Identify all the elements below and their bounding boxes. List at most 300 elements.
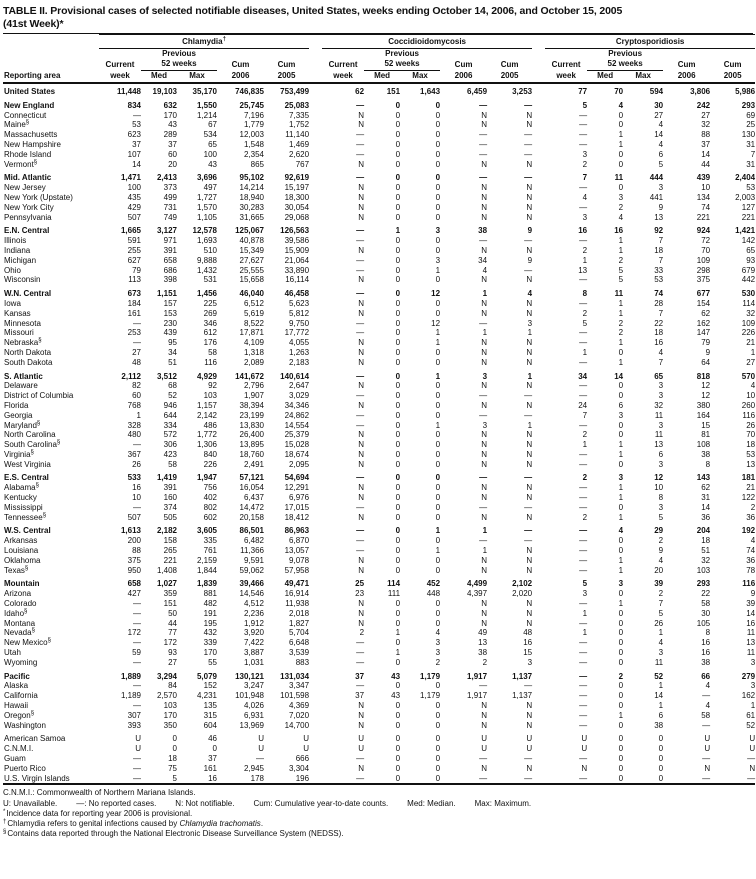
- value-cell: 5: [172, 773, 177, 783]
- value-cell: 17,871: [239, 328, 264, 338]
- value-cell: 279: [741, 671, 756, 681]
- value-cell: 16,914: [284, 589, 310, 599]
- reporting-area-cell: Kentucky: [4, 493, 37, 503]
- value-cell: 1: [527, 328, 533, 338]
- reporting-area-cell: New Jersey: [4, 183, 46, 193]
- value-cell: 0: [435, 701, 441, 711]
- value-cell: 14,472: [239, 502, 264, 512]
- value-cell: —: [579, 110, 588, 120]
- group-gap-cell: [532, 638, 545, 648]
- value-cell: 1: [618, 130, 624, 140]
- value-cell: 24,862: [284, 410, 310, 420]
- table-row: [3, 309, 755, 319]
- value-cell: 53: [746, 183, 756, 193]
- value-cell: 10: [701, 183, 711, 193]
- value-cell: 10: [132, 493, 141, 503]
- value-cell: —: [356, 371, 365, 381]
- group-gap-cell: [309, 658, 322, 668]
- group-gap-cell: [532, 691, 545, 701]
- value-cell: 82: [132, 381, 141, 391]
- value-cell: 686: [163, 265, 177, 275]
- reporting-area-cell: Indiana: [4, 245, 31, 255]
- value-cell: 15,349: [239, 245, 264, 255]
- group-gap: [309, 59, 322, 70]
- reporting-area-cell: Pacific: [4, 671, 30, 681]
- value-cell: 6,976: [289, 493, 310, 503]
- group-gap-cell: [309, 483, 322, 493]
- value-cell: 55: [208, 657, 217, 667]
- group-gap-cell: [532, 381, 545, 391]
- value-cell: 393: [127, 720, 141, 730]
- value-cell: 2,570: [156, 691, 177, 701]
- value-cell: 88: [701, 130, 711, 140]
- value-cell: 5: [658, 159, 664, 169]
- reporting-area-cell: New Mexico§: [4, 637, 51, 648]
- value-cell: 0: [435, 608, 441, 618]
- group-gap-cell: [309, 450, 322, 460]
- reporting-area-cell: S. Atlantic: [4, 371, 43, 381]
- value-cell: 3: [658, 183, 664, 193]
- value-cell: N: [358, 110, 365, 120]
- value-cell: 0: [618, 657, 624, 667]
- value-cell: 23,199: [239, 410, 264, 420]
- value-cell: 448: [426, 589, 441, 599]
- value-cell: 499: [163, 192, 177, 202]
- value-cell: 37: [208, 754, 217, 763]
- value-cell: 0: [618, 763, 624, 773]
- col-cum: Cum: [277, 59, 296, 69]
- value-cell: 14: [701, 149, 711, 159]
- group-gap-cell: [309, 256, 322, 266]
- value-cell: 51: [168, 357, 177, 367]
- value-cell: 1,844: [196, 565, 217, 575]
- value-cell: —: [479, 130, 488, 140]
- value-cell: 306: [163, 440, 177, 450]
- value-cell: 4,397: [467, 589, 488, 599]
- value-cell: 505: [163, 512, 177, 522]
- value-cell: 58: [701, 599, 711, 609]
- value-cell: 3: [658, 381, 664, 391]
- value-cell: —: [479, 502, 488, 512]
- value-cell: 26: [132, 459, 141, 469]
- value-cell: N: [481, 275, 488, 285]
- value-cell: —: [579, 671, 588, 681]
- value-cell: 221: [163, 555, 177, 565]
- reporting-area-cell: Virginia§: [4, 449, 34, 459]
- footnote-marker: §: [3, 828, 7, 835]
- value-cell: 666: [295, 754, 310, 763]
- value-cell: 0: [395, 744, 401, 754]
- value-cell: 1,421: [735, 226, 756, 236]
- value-cell: —: [133, 338, 141, 348]
- value-cell: 1: [482, 526, 488, 536]
- value-cell: U: [581, 744, 588, 754]
- value-cell: —: [579, 754, 588, 763]
- value-cell: 1: [618, 483, 624, 493]
- value-cell: 68: [168, 381, 177, 391]
- value-cell: 289: [163, 130, 177, 140]
- value-cell: 109: [741, 318, 756, 328]
- value-cell: N: [481, 183, 488, 193]
- value-cell: 480: [127, 430, 141, 440]
- value-cell: 5,812: [289, 308, 310, 318]
- value-cell: N: [358, 298, 365, 308]
- value-cell: —: [256, 754, 264, 763]
- value-cell: 154: [696, 298, 711, 308]
- value-cell: 335: [203, 536, 217, 546]
- value-cell: 0: [435, 502, 441, 512]
- value-cell: 2,647: [289, 381, 310, 391]
- value-cell: N: [358, 720, 365, 730]
- value-cell: 172: [163, 638, 177, 648]
- value-cell: 12: [701, 391, 711, 401]
- value-cell: 5,619: [243, 308, 264, 318]
- value-cell: 0: [395, 483, 401, 493]
- group-gap-cell: [532, 522, 545, 536]
- value-cell: 269: [203, 308, 217, 318]
- value-cell: 74: [746, 546, 756, 556]
- value-cell: N: [526, 183, 533, 193]
- value-cell: 255: [127, 245, 141, 255]
- group-gap-cell: [309, 130, 322, 140]
- nedss-marker: §: [56, 439, 61, 446]
- table-row: [3, 97, 755, 111]
- value-cell: 4: [750, 381, 756, 391]
- value-cell: 5: [658, 608, 664, 618]
- value-cell: —: [133, 681, 141, 691]
- value-cell: —: [356, 226, 365, 236]
- value-cell: 33,890: [284, 265, 310, 275]
- value-cell: 16: [132, 483, 141, 493]
- group-gap-cell: [532, 266, 545, 276]
- group-gap-cell: [309, 140, 322, 150]
- group-gap-cell: [532, 701, 545, 711]
- col-previous: Previous: [385, 48, 419, 58]
- value-cell: 971: [163, 236, 177, 246]
- value-cell: N: [358, 159, 365, 169]
- group-gap-cell: [309, 619, 322, 629]
- value-cell: N: [358, 512, 365, 522]
- value-cell: 612: [203, 328, 217, 338]
- value-cell: 0: [395, 202, 401, 212]
- value-cell: 5: [582, 318, 588, 328]
- value-cell: N: [358, 192, 365, 202]
- table-row: [3, 213, 755, 223]
- table-row: [3, 609, 755, 619]
- value-cell: N: [481, 493, 488, 503]
- value-cell: 0: [395, 546, 401, 556]
- value-cell: 27: [654, 110, 664, 120]
- value-cell: —: [479, 100, 488, 110]
- value-cell: 0: [435, 618, 441, 628]
- value-cell: 0: [395, 526, 401, 536]
- nedss-marker: §: [30, 710, 35, 717]
- value-cell: 1,137: [512, 671, 533, 681]
- value-cell: 2,413: [156, 173, 177, 183]
- reporting-area-cell: United States: [4, 87, 56, 96]
- value-cell: 0: [435, 357, 441, 367]
- reporting-area-cell: Mississippi: [4, 502, 43, 512]
- value-cell: N: [358, 338, 365, 348]
- group-header-cryptosporidiosis: [545, 35, 755, 49]
- value-cell: N: [481, 599, 488, 609]
- value-cell: 4: [658, 555, 664, 565]
- table-row: [3, 721, 755, 731]
- reporting-area-cell: Mid. Atlantic: [4, 173, 52, 183]
- value-cell: 18: [168, 754, 177, 763]
- value-cell: 114: [387, 579, 401, 589]
- value-cell: 0: [435, 391, 441, 401]
- value-cell: N: [481, 245, 488, 255]
- value-cell: 86,963: [284, 526, 310, 536]
- value-cell: 92: [654, 226, 664, 236]
- table-row: [3, 469, 755, 483]
- value-cell: 103: [203, 391, 217, 401]
- value-cell: 1: [482, 546, 488, 556]
- value-cell: —: [579, 483, 588, 493]
- value-cell: 153: [163, 308, 177, 318]
- group-gap-cell: [309, 319, 322, 329]
- value-cell: 27: [168, 657, 177, 667]
- value-cell: 6: [618, 400, 624, 410]
- value-cell: 5,079: [196, 671, 217, 681]
- value-cell: 5,623: [289, 298, 310, 308]
- value-cell: U: [303, 734, 310, 744]
- col-2006: 2006: [440, 70, 487, 83]
- value-cell: 1,839: [196, 579, 217, 589]
- value-cell: 1,889: [120, 671, 141, 681]
- value-cell: N: [526, 599, 533, 609]
- col-52-weeks: 52 weeks: [587, 59, 663, 70]
- value-cell: N: [481, 618, 488, 628]
- value-cell: 48: [132, 357, 141, 367]
- value-cell: 18,674: [284, 449, 310, 459]
- value-cell: 221: [741, 212, 756, 222]
- value-cell: N: [358, 701, 365, 711]
- value-cell: 4,026: [243, 701, 264, 711]
- abbrev-definition: —: No reported cases.: [76, 798, 157, 808]
- value-cell: 74: [701, 202, 711, 212]
- value-cell: —: [356, 149, 365, 159]
- group-gap-cell: [532, 513, 545, 523]
- value-cell: 0: [618, 744, 624, 754]
- value-cell: 32: [746, 308, 756, 318]
- value-cell: 1,827: [289, 618, 310, 628]
- value-cell: 0: [395, 754, 401, 763]
- value-cell: 196: [295, 773, 310, 783]
- value-cell: 161: [203, 763, 217, 773]
- value-cell: N: [704, 763, 711, 773]
- value-cell: —: [356, 681, 365, 691]
- value-cell: 79: [701, 338, 711, 348]
- value-cell: 0: [435, 308, 441, 318]
- table-row: [3, 619, 755, 629]
- value-cell: 116: [204, 357, 217, 367]
- value-cell: 29,068: [284, 212, 310, 222]
- group-gap-cell: [532, 730, 545, 744]
- value-cell: 10: [746, 391, 756, 401]
- nedss-marker: §: [24, 565, 29, 571]
- value-cell: —: [579, 391, 588, 401]
- col-previous: Previous: [162, 48, 196, 58]
- value-cell: 18,300: [284, 192, 310, 202]
- value-cell: 79: [132, 265, 141, 275]
- value-cell: —: [579, 599, 588, 609]
- value-cell: N: [481, 298, 488, 308]
- value-cell: 4: [658, 638, 664, 648]
- value-cell: N: [526, 357, 533, 367]
- table-row: [3, 513, 755, 523]
- value-cell: 12: [654, 473, 664, 483]
- value-cell: 16,054: [239, 483, 264, 493]
- reporting-area-cell: Texas§: [4, 565, 29, 575]
- value-cell: 11: [614, 289, 624, 299]
- value-cell: N: [358, 618, 365, 628]
- value-cell: 13,969: [239, 720, 264, 730]
- value-cell: 3: [527, 657, 533, 667]
- value-cell: 1,179: [420, 691, 441, 701]
- value-cell: 2,003: [735, 192, 756, 202]
- value-cell: 4,499: [467, 579, 488, 589]
- value-cell: 16: [701, 638, 711, 648]
- value-cell: 0: [618, 347, 624, 357]
- value-cell: 164: [696, 410, 711, 420]
- value-cell: N: [526, 710, 533, 720]
- value-cell: 7,422: [243, 638, 264, 648]
- value-cell: N: [526, 512, 533, 522]
- reporting-area-cell: Georgia: [4, 410, 33, 420]
- value-cell: N: [526, 430, 533, 440]
- value-cell: 65: [208, 139, 217, 149]
- value-cell: 6,512: [243, 298, 264, 308]
- value-cell: 482: [203, 599, 217, 609]
- value-cell: 3: [482, 371, 488, 381]
- value-cell: 0: [435, 734, 441, 744]
- value-cell: —: [524, 536, 533, 546]
- value-cell: 158: [163, 536, 177, 546]
- value-cell: 3,347: [289, 681, 310, 691]
- value-cell: 533: [127, 473, 141, 483]
- reporting-area-cell: W.N. Central: [4, 289, 52, 299]
- header-spacer: [545, 48, 587, 59]
- reporting-area-cell: Oklahoma: [4, 555, 41, 565]
- value-cell: 0: [172, 744, 177, 754]
- table-row: [3, 744, 755, 754]
- value-cell: 43: [208, 159, 217, 169]
- value-cell: N: [526, 763, 533, 773]
- reporting-area-cell: California: [4, 691, 38, 701]
- value-cell: 13: [746, 459, 756, 469]
- value-cell: 2: [582, 512, 588, 522]
- value-cell: 439: [163, 328, 177, 338]
- value-cell: 18: [654, 328, 664, 338]
- table-row: [3, 338, 755, 348]
- value-cell: 6,648: [289, 638, 310, 648]
- value-cell: 17,772: [284, 328, 310, 338]
- value-cell: 17,015: [284, 502, 310, 512]
- value-cell: 0: [395, 657, 401, 667]
- value-cell: —: [133, 608, 141, 618]
- value-cell: U: [704, 734, 711, 744]
- reporting-area-cell: Montana: [4, 618, 36, 628]
- value-cell: 2,491: [243, 459, 264, 469]
- value-cell: 3,605: [196, 526, 217, 536]
- value-cell: —: [579, 328, 588, 338]
- value-cell: 34: [578, 371, 588, 381]
- value-cell: —: [133, 763, 141, 773]
- species-name: Chlamydia trachomatis: [179, 819, 261, 829]
- value-cell: 1: [618, 599, 624, 609]
- value-cell: 1,157: [196, 400, 217, 410]
- reporting-area-cell: Arkansas: [4, 536, 38, 546]
- group-gap-cell: [309, 203, 322, 213]
- value-cell: 0: [658, 754, 664, 763]
- table-row: [3, 460, 755, 470]
- value-cell: N: [526, 449, 533, 459]
- value-cell: 946: [163, 400, 177, 410]
- value-cell: 731: [163, 202, 177, 212]
- value-cell: N: [481, 701, 488, 711]
- group-gap-cell: [532, 256, 545, 266]
- value-cell: —: [356, 265, 365, 275]
- group-gap: [309, 70, 322, 83]
- value-cell: 4: [527, 289, 533, 299]
- value-cell: 0: [435, 236, 441, 246]
- value-cell: 1: [618, 308, 624, 318]
- value-cell: U: [258, 744, 264, 754]
- group-gap-cell: [309, 183, 322, 193]
- header-row-groups: [3, 35, 755, 49]
- value-cell: 3: [435, 638, 441, 648]
- table-row: [3, 754, 755, 764]
- value-cell: 0: [395, 599, 401, 609]
- value-cell: —: [524, 130, 533, 140]
- value-cell: N: [358, 555, 365, 565]
- value-cell: 1: [435, 420, 441, 430]
- value-cell: —: [356, 773, 365, 783]
- value-cell: 1: [435, 546, 441, 556]
- value-cell: 114: [742, 298, 756, 308]
- value-cell: 3: [658, 502, 664, 512]
- reporting-area-cell: New York City: [4, 202, 54, 212]
- value-cell: 38: [478, 226, 488, 236]
- value-cell: 103: [163, 701, 177, 711]
- value-cell: 359: [163, 589, 177, 599]
- value-cell: 200: [127, 536, 141, 546]
- value-cell: —: [133, 638, 141, 648]
- value-cell: 0: [435, 100, 441, 110]
- value-cell: —: [133, 618, 141, 628]
- value-cell: —: [579, 120, 588, 130]
- value-cell: 0: [618, 681, 624, 691]
- value-cell: 12: [431, 318, 441, 328]
- group-gap-cell: [309, 213, 322, 223]
- value-cell: 0: [435, 681, 441, 691]
- value-cell: 15,028: [284, 440, 310, 450]
- header-spacer: [217, 48, 264, 59]
- value-cell: 11: [614, 173, 624, 183]
- value-cell: U: [303, 744, 310, 754]
- value-cell: 0: [435, 473, 441, 483]
- value-cell: 2: [482, 657, 488, 667]
- value-cell: N: [358, 212, 365, 222]
- value-cell: 0: [435, 130, 441, 140]
- group-gap-cell: [309, 609, 322, 619]
- header-spacer: [264, 48, 309, 59]
- table-row: [3, 599, 755, 609]
- value-cell: —: [479, 318, 488, 328]
- value-cell: —: [479, 681, 488, 691]
